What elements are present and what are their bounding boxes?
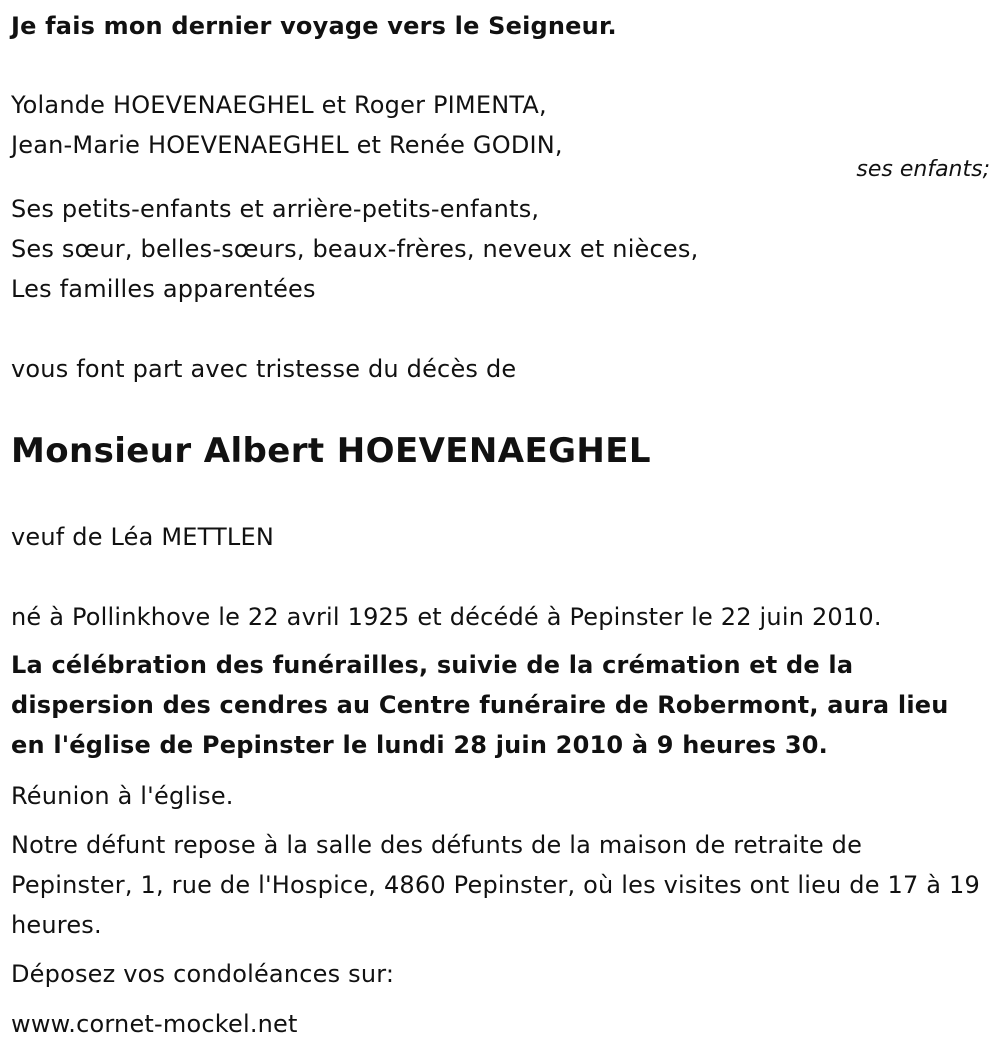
announcement: vous font part avec tristesse du décès de (11, 355, 517, 383)
meeting-line: Réunion à l'église. (11, 782, 234, 810)
family-line-1: Ses petits-enfants et arrière-petits-enfants, (11, 195, 540, 223)
deceased-name: Monsieur Albert HOEVENAEGHEL (11, 431, 651, 471)
birth-death-line: né à Pollinkhove le 22 avril 1925 et décédé à Pepinster le 22 juin 2010. (11, 603, 882, 631)
widower-line: veuf de Léa METTLEN (11, 523, 274, 551)
child-line-2: Jean-Marie HOEVENAEGHEL et Renée GODIN, (11, 131, 563, 159)
ceremony-paragraph: La célébration des funérailles, suivie de la crémation et de la dispersion des cendres au Centre funéraire de Robermont, aura lieu en l'église de Pepinster le lundi 28 juin 2010 à 9 heures 30. (11, 651, 949, 759)
child-line-1: Yolande HOEVENAEGHEL et Roger PIMENTA, (11, 91, 547, 119)
epigraph: Je fais mon dernier voyage vers le Seigneur. (11, 12, 617, 40)
visitation-paragraph: Notre défunt repose à la salle des défunts de la maison de retraite de Pepinster, 1, rue de l'Hospice, 4860 Pepinster, où les visites ont lieu de 17 à 19 heures. (11, 831, 980, 939)
condolences-label: Déposez vos condoléances sur: (11, 960, 395, 988)
family-line-2: Ses sœur, belles-sœurs, beaux-frères, neveux et nièces, (11, 235, 699, 263)
website-link[interactable]: www.cornet-mockel.net (11, 1010, 298, 1038)
children-label: ses enfants; (856, 157, 990, 182)
family-line-3: Les familles apparentées (11, 275, 316, 303)
